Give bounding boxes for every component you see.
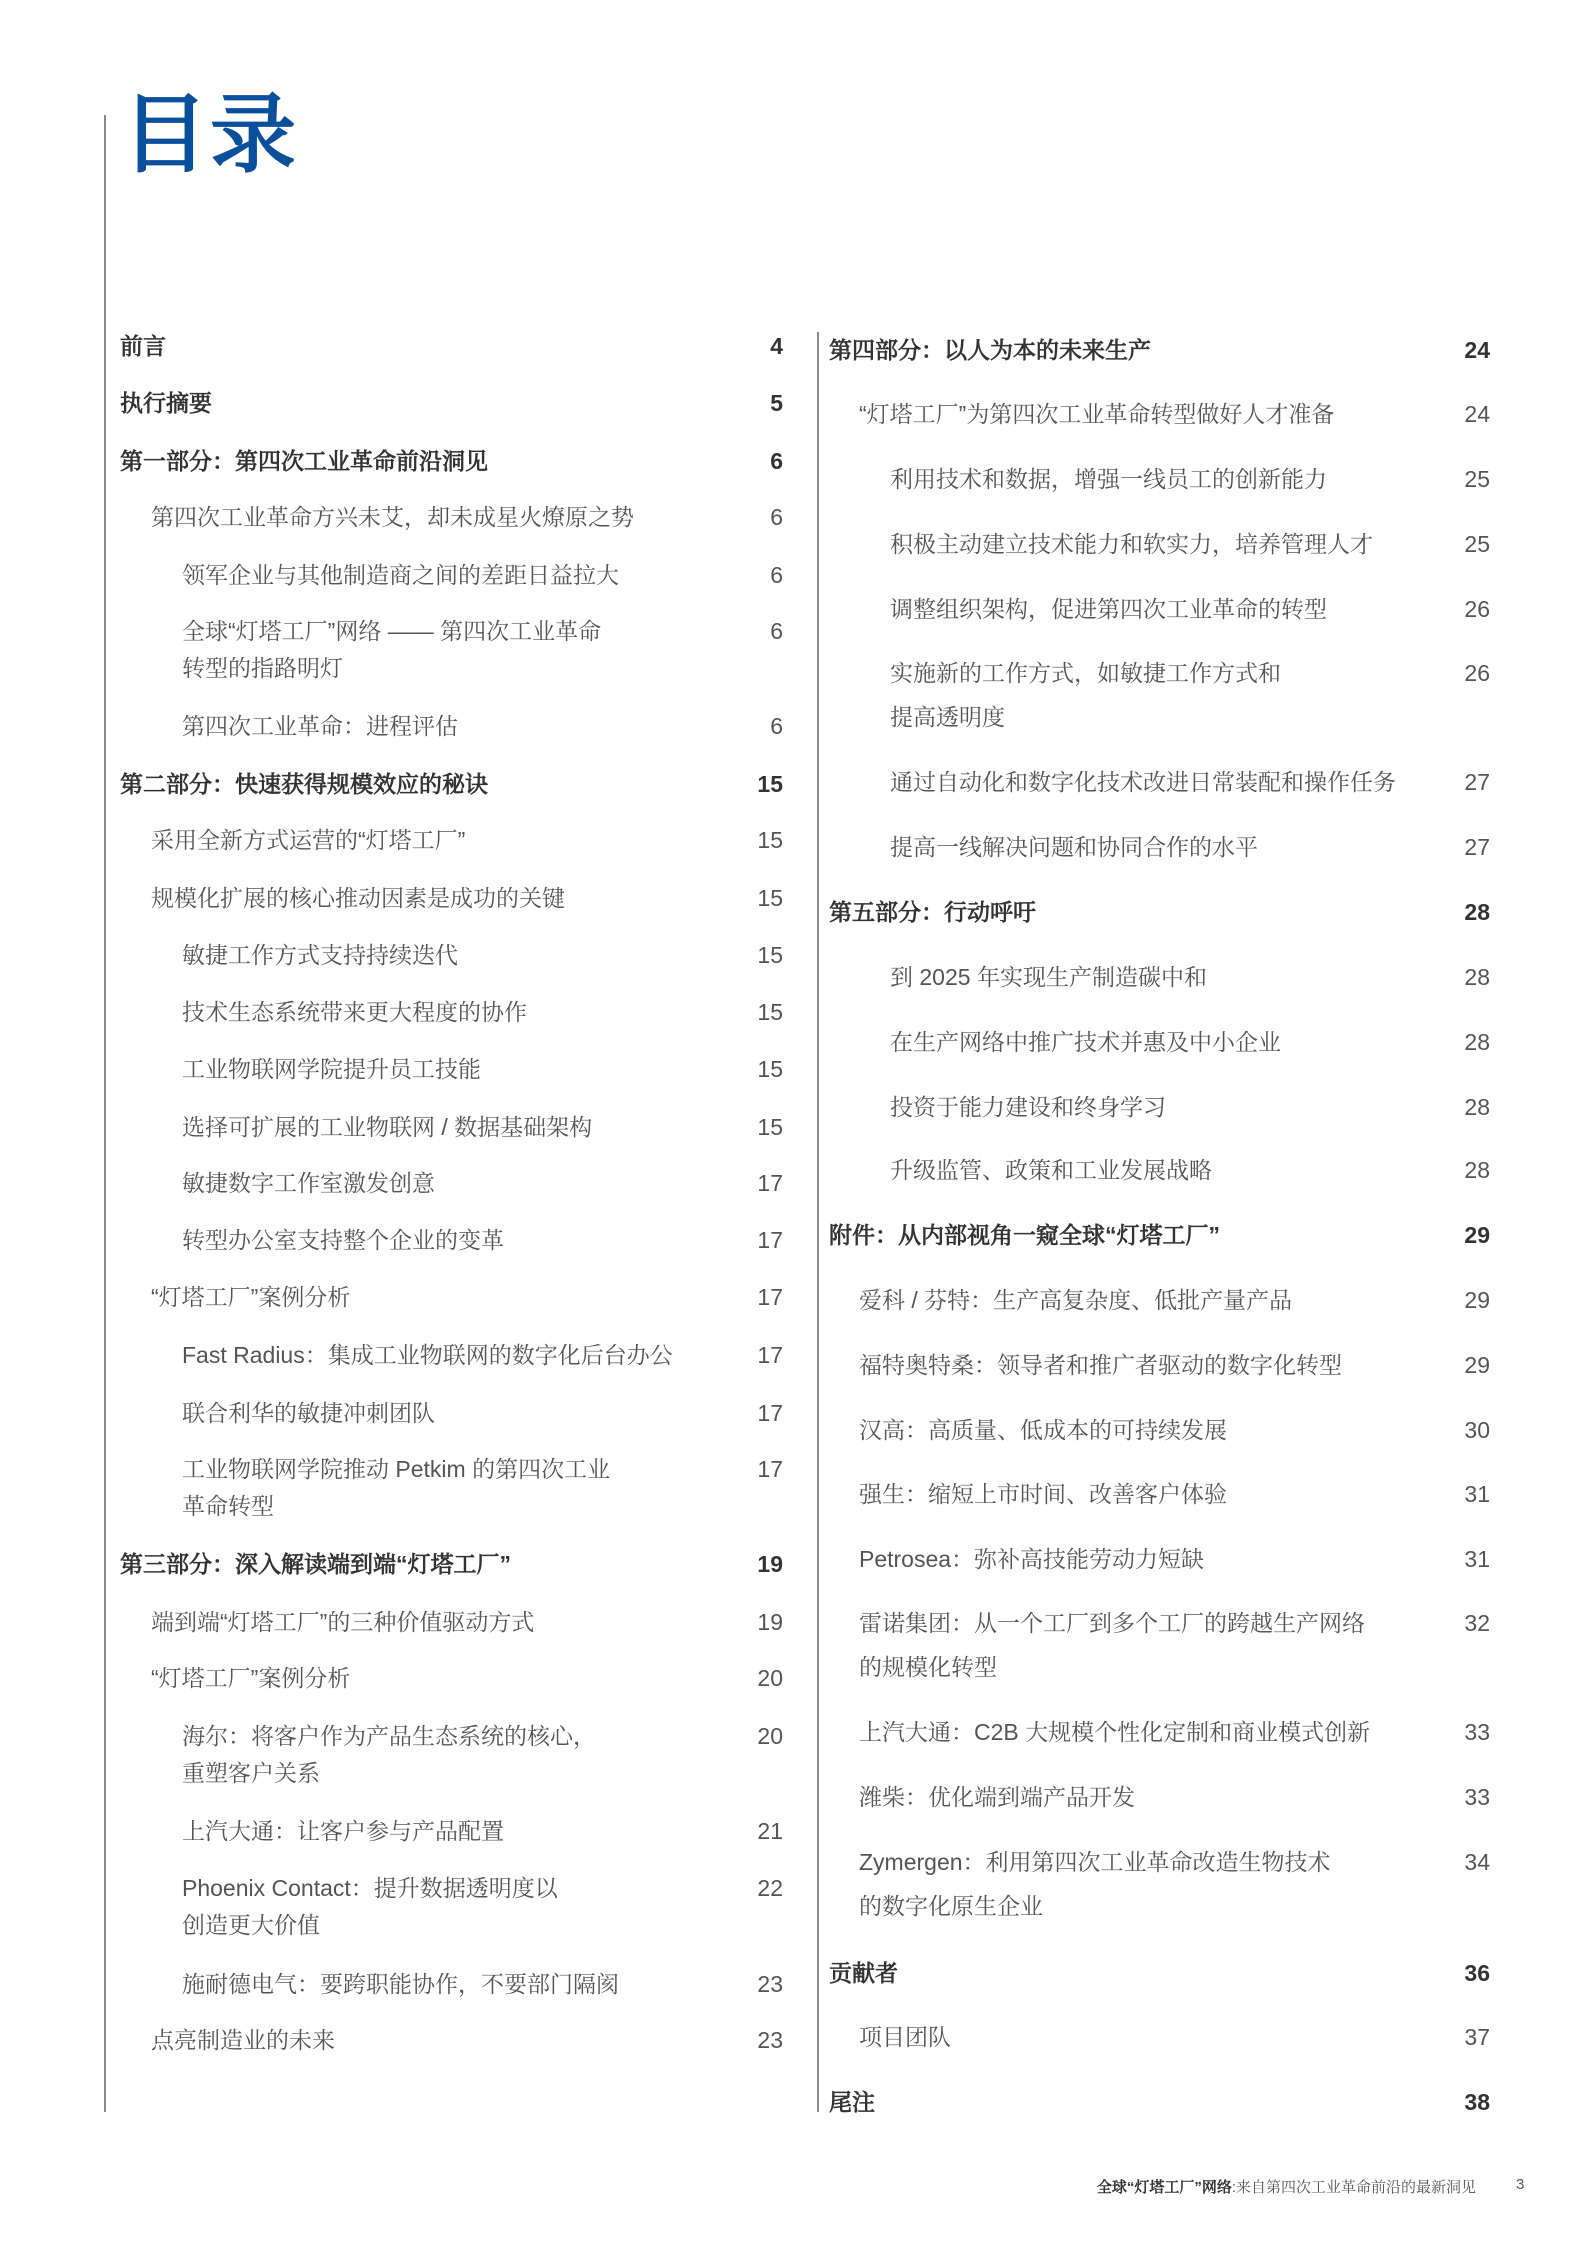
toc-entry-title xyxy=(151,2028,335,2059)
toc-page-number: 17 xyxy=(757,1342,783,1368)
toc-entry-title xyxy=(859,1414,1227,1452)
footer-report-title: 全球“灯塔工厂”网络 xyxy=(1096,2179,1232,2196)
toc-entry-title-line: 尾注 xyxy=(829,2089,875,2115)
toc-entry-title xyxy=(890,831,1258,869)
toc-entry-title-line: Fast Radius：集成工业物联网的数字化后台办公 xyxy=(182,1342,673,1368)
toc-entry-title-line: 第四次工业革命：进程评估 xyxy=(182,713,458,739)
toc-entry-title xyxy=(890,528,1373,566)
toc-entry-title-line: 转型的指路明灯 xyxy=(182,655,343,681)
toc-page-number: 36 xyxy=(1464,1960,1490,1986)
toc-entry-title-line: “灯塔工厂”案例分析 xyxy=(151,1665,351,1691)
toc-entry-title xyxy=(829,2086,875,2124)
toc-entry-title-line: 的数字化原生企业 xyxy=(859,1893,1043,1919)
toc-entry-title-line: 上汽大通：C2B 大规模个性化定制和商业模式创新 xyxy=(859,1719,1371,1745)
toc-entry-title-line: 选择可扩展的工业物联网 / 数据基础架构 xyxy=(182,1114,593,1140)
toc-entry-title-line: 强生：缩短上市时间、改善客户体验 xyxy=(859,1481,1227,1507)
toc-page-number: 6 xyxy=(770,618,783,644)
toc-entry-title-line: 通过自动化和数字化技术改进日常装配和操作任务 xyxy=(890,769,1396,795)
toc-entry-title xyxy=(859,1349,1342,1387)
toc-entry-title xyxy=(120,391,212,422)
toc-page-number: 28 xyxy=(1464,1094,1490,1120)
page-title: 目录 xyxy=(122,87,298,183)
toc-page-number: 17 xyxy=(757,1227,783,1253)
toc-page-number: 28 xyxy=(1464,1157,1490,1183)
toc-entry-title xyxy=(182,1228,504,1259)
left-margin-rule xyxy=(104,115,106,2112)
toc-page-number: 27 xyxy=(1464,769,1490,795)
toc-entry-title xyxy=(151,886,565,917)
toc-entry-title xyxy=(890,961,1207,999)
toc-entry-title xyxy=(182,1000,527,1031)
toc-entry-title xyxy=(859,1607,1365,1689)
toc-entry-title xyxy=(182,1401,435,1432)
toc-entry-title-line: 投资于能力建设和终身学习 xyxy=(890,1094,1166,1120)
toc-page-number: 6 xyxy=(770,448,783,474)
toc-page-number: 6 xyxy=(770,713,783,739)
toc-entry-title-line: 创造更大价值 xyxy=(182,1912,320,1938)
toc-entry-title-line: 的规模化转型 xyxy=(859,1654,997,1680)
toc-entry-title xyxy=(829,1957,898,1995)
toc-entry-title xyxy=(182,714,458,745)
toc-page-number: 15 xyxy=(757,827,783,853)
toc-entry-title-line: 第二部分：快速获得规模效应的秘诀 xyxy=(120,771,488,797)
toc-page-number: 15 xyxy=(757,999,783,1025)
toc-entry-title xyxy=(890,593,1327,631)
toc-entry-title-line: Phoenix Contact：提升数据透明度以 xyxy=(182,1875,558,1901)
toc-page-number: 20 xyxy=(757,1723,783,1749)
toc-page-number: 26 xyxy=(1464,596,1490,622)
toc-page-number: 31 xyxy=(1464,1481,1490,1507)
toc-entry-title-line: 联合利华的敏捷冲刺团队 xyxy=(182,1400,435,1426)
toc-page-number: 15 xyxy=(757,885,783,911)
toc-page-number: 19 xyxy=(757,1609,783,1635)
toc-page-number: 27 xyxy=(1464,834,1490,860)
toc-entry-title xyxy=(859,1781,1135,1819)
toc-entry-title xyxy=(829,1219,1220,1257)
toc-entry-title xyxy=(182,1876,558,1944)
toc-page-number: 31 xyxy=(1464,1546,1490,1572)
toc-page-number: 28 xyxy=(1464,1029,1490,1055)
toc-entry-title-line: 点亮制造业的未来 xyxy=(151,2027,335,2053)
toc-page-number: 30 xyxy=(1464,1417,1490,1443)
toc-entry-title xyxy=(859,1846,1331,1928)
toc-page-number: 38 xyxy=(1464,2089,1490,2115)
toc-entry-title xyxy=(890,1091,1166,1129)
column-divider xyxy=(817,332,819,2112)
toc-page-number: 29 xyxy=(1464,1352,1490,1378)
toc-page-number: 29 xyxy=(1464,1287,1490,1313)
toc-entry-title-line: 技术生态系统带来更大程度的协作 xyxy=(182,999,527,1025)
toc-entry-title-line: 调整组织架构，促进第四次工业革命的转型 xyxy=(890,596,1327,622)
toc-entry-title xyxy=(182,1343,673,1374)
toc-page-number: 22 xyxy=(757,1875,783,1901)
toc-page-number: 17 xyxy=(757,1456,783,1482)
toc-entry-title-line: 上汽大通：让客户参与产品配置 xyxy=(182,1818,504,1844)
toc-entry-title-line: 端到端“灯塔工厂”的三种价值驱动方式 xyxy=(151,1609,535,1635)
toc-entry-title-line: 第五部分：行动呼吁 xyxy=(829,899,1036,925)
toc-entry-title xyxy=(890,766,1396,804)
toc-entry-title xyxy=(151,1285,350,1316)
toc-page-number: 26 xyxy=(1464,660,1490,686)
toc-page-number: 34 xyxy=(1464,1849,1490,1875)
toc-entry-title-line: 规模化扩展的核心推动因素是成功的关键 xyxy=(151,885,565,911)
toc-entry-title-line: 前言 xyxy=(120,333,166,359)
toc-entry-title-line: 利用技术和数据，增强一线员工的创新能力 xyxy=(890,466,1327,492)
toc-page-number: 6 xyxy=(770,504,783,530)
toc-entry-title-line: 敏捷数字工作室激发创意 xyxy=(182,1170,435,1196)
toc-entry-title-line: 重塑客户关系 xyxy=(182,1760,320,1786)
toc-entry-title xyxy=(182,1057,481,1088)
toc-page-number: 25 xyxy=(1464,466,1490,492)
toc-entry-title-line: 潍柴：优化端到端产品开发 xyxy=(859,1784,1135,1810)
toc-entry-title-line: 到 2025 年实现生产制造碳中和 xyxy=(890,964,1207,990)
toc-page-number: 24 xyxy=(1464,337,1490,363)
toc-entry-title-line: 升级监管、政策和工业发展战略 xyxy=(890,1157,1212,1183)
toc-entry-title-line: 第三部分：深入解读端到端“灯塔工厂” xyxy=(120,1551,511,1577)
toc-entry-title xyxy=(859,398,1334,436)
running-footer xyxy=(1097,2176,1476,2197)
toc-entry-title xyxy=(859,1716,1370,1754)
toc-entry-title xyxy=(182,619,601,687)
toc-page-number: 33 xyxy=(1464,1719,1490,1745)
toc-entry-title xyxy=(151,828,465,859)
toc-entry-title-line: 附件：从内部视角一窥全球“灯塔工厂” xyxy=(829,1222,1220,1248)
toc-entry-title xyxy=(829,334,1151,372)
footer-page-number: 3 xyxy=(1516,2176,1525,2193)
toc-page-number: 28 xyxy=(1464,899,1490,925)
toc-entry-title xyxy=(182,943,458,974)
toc-entry-title-line: 第四部分：以人为本的未来生产 xyxy=(829,337,1151,363)
toc-entry-title-line: 工业物联网学院提升员工技能 xyxy=(182,1056,481,1082)
toc-entry-title-line: 项目团队 xyxy=(859,2024,951,2050)
toc-entry-title xyxy=(890,1026,1281,1064)
toc-entry-title-line: 采用全新方式运营的“灯塔工厂” xyxy=(151,827,466,853)
toc-entry-title-line: “灯塔工厂”为第四次工业革命转型做好人才准备 xyxy=(859,401,1335,427)
toc-page-number: 37 xyxy=(1464,2024,1490,2050)
toc-page-number: 17 xyxy=(757,1284,783,1310)
toc-entry-title-line: 实施新的工作方式，如敏捷工作方式和 xyxy=(890,660,1281,686)
toc-entry-title-line: Petrosea：弥补高技能劳动力短缺 xyxy=(859,1546,1205,1572)
toc-entry-title-line: 贡献者 xyxy=(829,1960,898,1986)
toc-entry-title-line: 在生产网络中推广技术并惠及中小企业 xyxy=(890,1029,1281,1055)
toc-entry-title-line: 第四次工业革命方兴未艾，却未成星火燎原之势 xyxy=(151,504,634,530)
toc-page-number: 15 xyxy=(757,1114,783,1140)
toc-page-number: 15 xyxy=(757,1056,783,1082)
toc-page-number: 5 xyxy=(770,390,783,416)
toc-entry-title-line: 革命转型 xyxy=(182,1493,274,1519)
toc-entry-title-line: 施耐德电气：要跨职能协作，不要部门隔阂 xyxy=(182,1971,619,1997)
toc-entry-title-line: 雷诺集团：从一个工厂到多个工厂的跨越生产网络 xyxy=(859,1610,1365,1636)
toc-page-number: 17 xyxy=(757,1170,783,1196)
toc-entry-title xyxy=(859,1543,1204,1581)
toc-page-number: 33 xyxy=(1464,1784,1490,1810)
toc-entry-title-line: 领军企业与其他制造商之间的差距日益拉大 xyxy=(182,562,619,588)
toc-page-number: 15 xyxy=(757,942,783,968)
toc-entry-title-line: 汉高：高质量、低成本的可持续发展 xyxy=(859,1417,1227,1443)
toc-entry-title xyxy=(182,1115,592,1146)
toc-entry-title xyxy=(151,1666,350,1697)
toc-entry-title-line: Zymergen：利用第四次工业革命改造生物技术 xyxy=(859,1849,1331,1875)
toc-page-number: 28 xyxy=(1464,964,1490,990)
toc-page-number: 24 xyxy=(1464,401,1490,427)
toc-entry-title xyxy=(890,1154,1212,1192)
toc-entry-title-line: “灯塔工厂”案例分析 xyxy=(151,1284,351,1310)
toc-entry-title-line: 海尔：将客户作为产品生态系统的核心， xyxy=(182,1723,596,1749)
footer-subtitle: :来自第四次工业革命前沿的最新洞见 xyxy=(1231,2179,1476,2196)
toc-entry-title-line: 执行摘要 xyxy=(120,390,212,416)
toc-entry-title xyxy=(182,1972,619,2003)
toc-page-number: 32 xyxy=(1464,1610,1490,1636)
toc-entry-title-line: 积极主动建立技术能力和软实力，培养管理人才 xyxy=(890,531,1373,557)
toc-entry-title xyxy=(182,1171,435,1202)
toc-page-number: 23 xyxy=(757,2027,783,2053)
toc-page-number: 17 xyxy=(757,1400,783,1426)
toc-page-number: 29 xyxy=(1464,1222,1490,1248)
toc-entry-title xyxy=(120,772,488,803)
toc-page-number: 6 xyxy=(770,562,783,588)
toc-page-number: 25 xyxy=(1464,531,1490,557)
toc-entry-title xyxy=(859,1478,1227,1516)
toc-entry-title-line: 工业物联网学院推动 Petkim 的第四次工业 xyxy=(182,1456,611,1482)
toc-entry-title xyxy=(120,334,166,365)
toc-entry-title xyxy=(151,1610,534,1641)
toc-entry-title-line: 提高一线解决问题和协同合作的水平 xyxy=(890,834,1258,860)
toc-entry-title xyxy=(120,1552,511,1583)
toc-entry-title xyxy=(890,657,1281,739)
toc-entry-title-line: 爱科 / 芬特：生产高复杂度、低批产量产品 xyxy=(859,1287,1293,1313)
toc-entry-title-line: 福特奥特桑：领导者和推广者驱动的数字化转型 xyxy=(859,1352,1342,1378)
toc-page-number: 20 xyxy=(757,1665,783,1691)
toc-entry-title xyxy=(859,1284,1292,1322)
toc-page-number: 15 xyxy=(757,771,783,797)
toc-entry-title xyxy=(890,463,1327,501)
toc-page-number: 4 xyxy=(770,333,783,359)
toc-entry-title xyxy=(859,2021,951,2059)
toc-entry-title-line: 全球“灯塔工厂”网络 —— 第四次工业革命 xyxy=(182,618,602,644)
toc-page-number: 21 xyxy=(757,1818,783,1844)
toc-entry-title xyxy=(829,896,1036,934)
toc-page-number: 23 xyxy=(757,1971,783,1997)
toc-entry-title-line: 第一部分：第四次工业革命前沿洞见 xyxy=(120,448,488,474)
toc-entry-title xyxy=(120,449,488,480)
toc-entry-title-line: 提高透明度 xyxy=(890,704,1005,730)
toc-entry-title-line: 敏捷工作方式支持持续迭代 xyxy=(182,942,458,968)
toc-entry-title xyxy=(151,505,634,536)
toc-entry-title xyxy=(182,1457,610,1525)
toc-entry-title-line: 转型办公室支持整个企业的变革 xyxy=(182,1227,504,1253)
toc-entry-title xyxy=(182,563,619,594)
toc-page-number: 19 xyxy=(757,1551,783,1577)
toc-entry-title xyxy=(182,1819,504,1850)
toc-entry-title xyxy=(182,1724,596,1792)
